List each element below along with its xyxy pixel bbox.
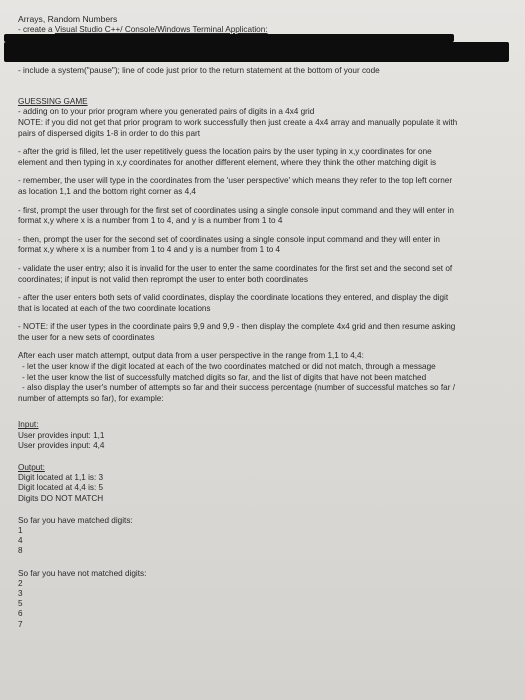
input-label: Input:: [18, 420, 39, 430]
text-line: After each user match attempt, output data from a user perspective in the range from 1,1 to 4,4:: [18, 351, 364, 361]
include-instruction: - include a system("pause"); line of code just prior to the return statement at the bottom of your code: [18, 66, 380, 76]
not-matched-label: So far you have not matched digits:: [18, 568, 147, 578]
section-title: GUESSING GAME: [18, 96, 88, 106]
text-line: element and then typing in x,y coordinates for another different element, where they think the other matching digit is: [18, 157, 437, 167]
output-line: Digits DO NOT MATCH: [18, 493, 104, 503]
matched-digit: 4: [18, 536, 23, 546]
after-attempt-block: [18, 351, 511, 404]
text-line: - let the user know the list of successfully matched digits so far, and the list of digits that have not been matched: [22, 372, 427, 382]
text-line: the user for a new sets of coordinates: [18, 332, 155, 342]
paragraph-6: [18, 264, 511, 285]
redaction-bar: [4, 42, 509, 62]
text-line: coordinates; if input is not valid then reprompt the user to enter both coordinates: [18, 274, 308, 284]
text-line: - adding on to your prior program where you generated pairs of digits in a 4x4 grid: [18, 107, 315, 117]
not-matched-digit: 6: [18, 609, 23, 619]
paragraph-2: [18, 147, 511, 168]
text-line: pairs of dispersed digits 1-8 in order to do this part: [18, 128, 201, 138]
not-matched-digit: 7: [18, 619, 23, 629]
text-line: - first, prompt the user through for the first set of coordinates using a single console input command and they will enter in: [18, 205, 454, 215]
text-line: - after the grid is filled, let the user repetitively guess the location pairs by the user typing in x,y coordinates for one: [18, 147, 432, 157]
create-app-link: Visual Studio C++/ Console/Windows Terminal Application:: [54, 24, 268, 34]
matched-list: [18, 516, 511, 557]
output-line: Digit located at 4,4 is: 5: [18, 483, 104, 493]
text-line: - validate the user entry; also it is invalid for the user to enter the same coordinates for the first set and the second set of: [18, 263, 453, 273]
paragraph-3: [18, 176, 511, 197]
text-line: NOTE: if you did not get that prior program to work successfully then just create a 4x4 array and manually populate it with: [18, 117, 458, 127]
text-line: format x,y where x is a number from 1 to 4, and y is a number from 1 to 4: [18, 216, 283, 226]
paragraph-4: [18, 206, 511, 227]
input-line: User provides input: 1,1: [18, 430, 105, 440]
create-prefix: - create a: [18, 24, 55, 34]
output-line: Digit located at 1,1 is: 3: [18, 473, 104, 483]
matched-digit: 1: [18, 526, 23, 536]
not-matched-digit: 5: [18, 599, 23, 609]
text-line: - let the user know if the digit located at each of the two coordinates matched or did not match, through a message: [22, 362, 436, 372]
paragraph-1: [18, 107, 511, 139]
paragraph-5: [18, 235, 511, 256]
not-matched-digit: 3: [18, 589, 23, 599]
example-input: [18, 420, 511, 451]
text-line: that is located at each of the two coordinate locations: [18, 303, 211, 313]
text-line: - NOTE: if the user types in the coordinate pairs 9,9 and 9,9 - then display the complete 4x4 grid and then resume asking: [18, 322, 456, 332]
not-matched-list: [18, 569, 511, 630]
text-line: format x,y where x is a number from 1 to 4 and y is a number from 1 to 4: [18, 245, 281, 255]
matched-digit: 8: [18, 546, 23, 556]
matched-label: So far you have matched digits:: [18, 515, 133, 525]
input-line: User provides input: 4,4: [18, 440, 105, 450]
example-output: [18, 463, 511, 504]
document-title: Arrays, Random Numbers: [18, 14, 118, 24]
paragraph-8: [18, 322, 511, 343]
paragraph-7: [18, 293, 511, 314]
text-line: as location 1,1 and the bottom right corner as 4,4: [18, 186, 196, 196]
output-label: Output:: [18, 463, 45, 473]
text-line: number of attempts so far), for example:: [18, 393, 164, 403]
text-line: - after the user enters both sets of valid coordinates, display the coordinate locations they entered, and display the digit: [18, 293, 449, 303]
text-line: - remember, the user will type in the coordinates from the 'user perspective' which means they refer to the top left corner: [18, 176, 453, 186]
text-line: - also display the user's number of attempts so far and their success percentage (number of successful matches so far /: [22, 383, 455, 393]
redaction-bar: [4, 34, 454, 42]
text-line: - then, prompt the user for the second set of coordinates using a single console input command and they will enter in: [18, 234, 440, 244]
not-matched-digit: 2: [18, 578, 23, 588]
